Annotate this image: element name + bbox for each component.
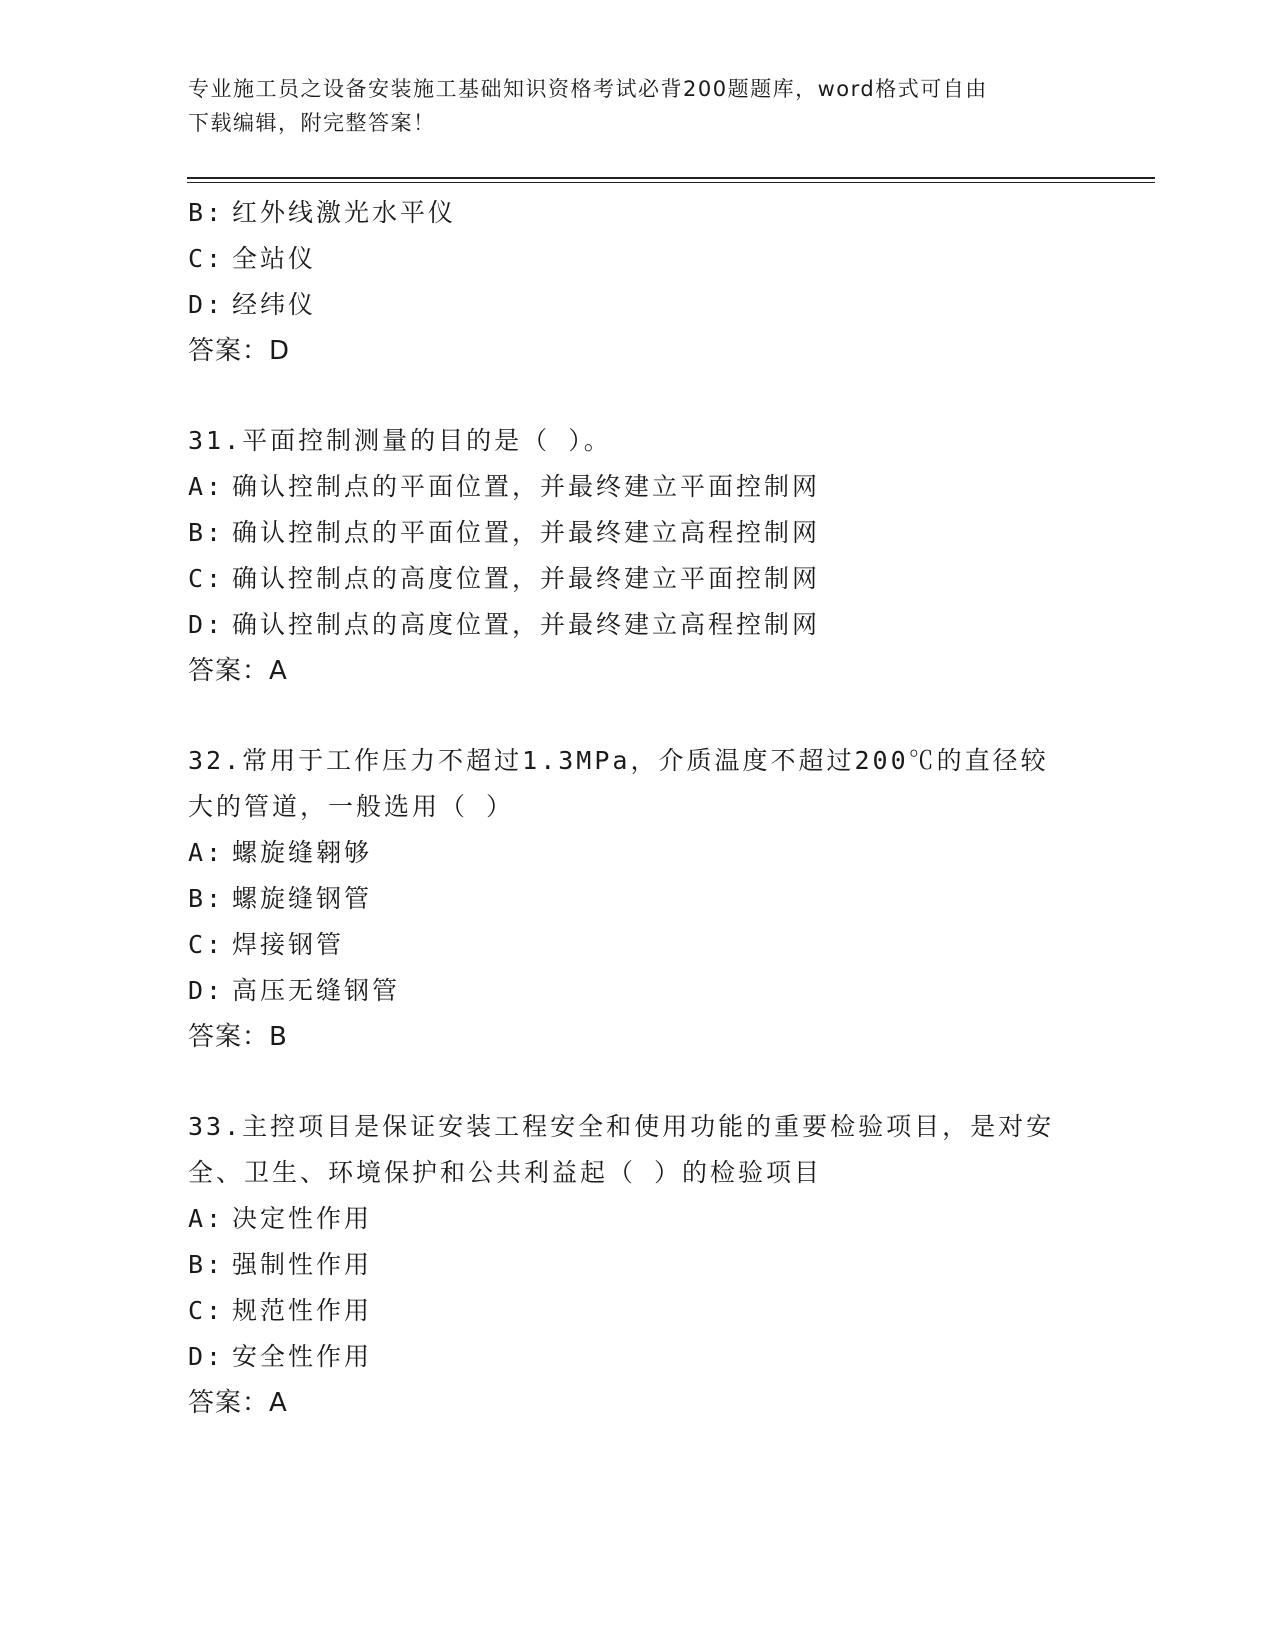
option-a <box>188 830 1088 876</box>
question-block-33 <box>188 1104 1088 1426</box>
header-line-1: 专业施工员之设备安装施工基础知识资格考试必背200题题库，word格式可自由 <box>188 77 988 101</box>
option-text: 螺旋缝翱够 <box>232 838 373 867</box>
option-a <box>188 1196 1088 1242</box>
option-label: D: <box>188 610 225 639</box>
header-line-2: 下载编辑，附完整答案！ <box>188 111 436 135</box>
option-text: 确认控制点的平面位置，并最终建立平面控制网 <box>232 472 821 501</box>
option-label: A: <box>188 472 225 501</box>
option-c <box>188 1288 1088 1334</box>
option-text: 安全性作用 <box>232 1342 373 1371</box>
option-d <box>188 1334 1088 1380</box>
option-label: B: <box>188 198 225 227</box>
option-text: 螺旋缝钢管 <box>232 884 373 913</box>
prev-question-block <box>188 190 1088 374</box>
option-d <box>188 968 1088 1014</box>
question-stem: 32.常用于工作压力不超过1.3MPa，介质温度不超过200℃的直径较大的管道，一般选用（ ） <box>188 746 1049 821</box>
option-label: A: <box>188 1204 225 1233</box>
option-text: 高压无缝钢管 <box>232 976 401 1005</box>
option-label: D: <box>188 290 225 319</box>
option-label: B: <box>188 884 225 913</box>
answer-line: 答案：D <box>188 336 291 366</box>
option-a <box>188 464 1088 510</box>
option-b <box>188 190 1088 236</box>
option-label: C: <box>188 244 225 273</box>
option-c <box>188 236 1088 282</box>
question-block-32 <box>188 738 1088 1060</box>
answer-line: 答案：B <box>188 1022 288 1052</box>
question-content <box>188 190 1088 1426</box>
option-label: C: <box>188 1296 225 1325</box>
option-text: 红外线激光水平仪 <box>232 198 457 227</box>
option-text: 全站仪 <box>232 244 317 273</box>
option-label: B: <box>188 518 225 547</box>
answer-line: 答案：A <box>188 1388 288 1418</box>
option-text: 确认控制点的高度位置，并最终建立平面控制网 <box>232 564 821 593</box>
option-text: 确认控制点的平面位置，并最终建立高程控制网 <box>232 518 821 547</box>
header-divider-thin <box>187 182 1155 183</box>
page-header <box>188 72 1068 140</box>
option-text: 强制性作用 <box>232 1250 373 1279</box>
question-stem: 33.主控项目是保证安装工程安全和使用功能的重要检验项目，是对安全、卫生、环境保护和公共利益起（ ）的检验项目 <box>188 1112 1055 1187</box>
answer-line: 答案：A <box>188 656 288 686</box>
option-label: D: <box>188 976 225 1005</box>
option-label: B: <box>188 1250 225 1279</box>
option-c <box>188 556 1088 602</box>
option-c <box>188 922 1088 968</box>
option-text: 规范性作用 <box>232 1296 373 1325</box>
option-label: A: <box>188 838 225 867</box>
option-b <box>188 1242 1088 1288</box>
option-label: C: <box>188 564 225 593</box>
option-label: D: <box>188 1342 225 1371</box>
question-block-31 <box>188 418 1088 694</box>
option-label: C: <box>188 930 225 959</box>
option-text: 确认控制点的高度位置，并最终建立高程控制网 <box>232 610 821 639</box>
option-text: 焊接钢管 <box>232 930 345 959</box>
option-text: 决定性作用 <box>232 1204 373 1233</box>
option-d <box>188 282 1088 328</box>
option-b <box>188 510 1088 556</box>
question-stem: 31.平面控制测量的目的是（ ）。 <box>188 426 612 455</box>
header-divider <box>187 177 1155 179</box>
option-b <box>188 876 1088 922</box>
option-d <box>188 602 1088 648</box>
option-text: 经纬仪 <box>232 290 317 319</box>
